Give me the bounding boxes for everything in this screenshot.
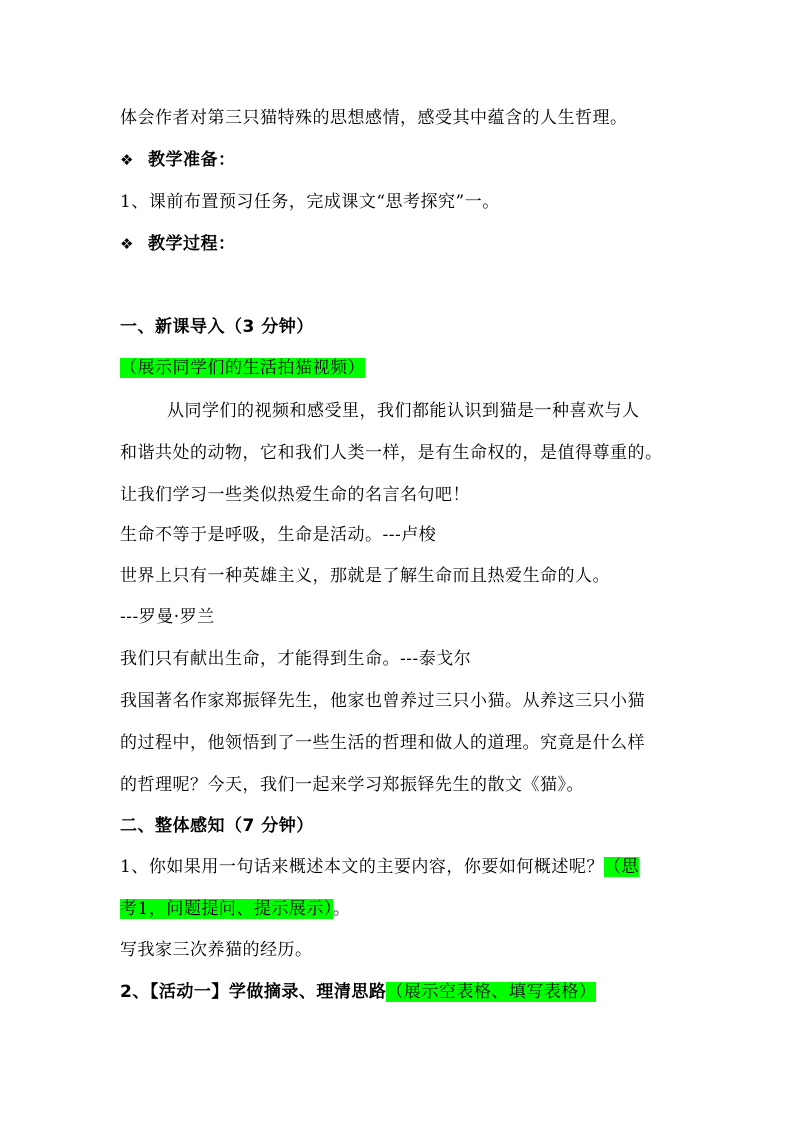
objective-text: 体会作者对第三只猫特殊的思想感情，感受其中蕴含的人生哲理。	[120, 108, 628, 128]
answer-1-text: 写我家三次养猫的经历。	[120, 940, 313, 960]
prep-heading-line	[120, 148, 680, 172]
item-1-highlight-a: （思	[603, 857, 639, 877]
section-2-heading	[120, 814, 680, 838]
paragraph-2-line-1	[120, 689, 680, 713]
paragraph-1-text-c: 让我们学习一些类似热爱生命的名言名句吧！	[120, 485, 470, 505]
paragraph-2-text-a: 我国著名作家郑振铎先生，他家也曾养过三只小猫。从养这三只小猫	[120, 691, 645, 711]
quote-2-text-b: ---罗曼·罗兰	[120, 607, 215, 627]
prep-item-line	[120, 190, 680, 214]
prep-heading: 教学准备：	[148, 150, 236, 170]
paragraph-1-line-2	[120, 441, 680, 465]
section-1-highlight-note: （展示同学们的生活拍猫视频）	[120, 358, 365, 378]
diamond-bullet-icon: ❖	[120, 235, 134, 253]
prep-item-text: 1、课前布置预习任务，完成课文“思考探究”一。	[120, 192, 500, 212]
paragraph-2-line-2	[120, 731, 680, 755]
quote-2-line-1	[120, 564, 680, 588]
quote-2-text-a: 世界上只有一种英雄主义，那就是了解生命而且热爱生命的人。	[120, 566, 610, 586]
objective-line	[120, 106, 680, 130]
item-1-text: 1、你如果用一句话来概述本文的主要内容，你要如何概述呢？	[120, 857, 604, 877]
quote-3	[120, 647, 680, 671]
answer-1-line	[120, 938, 680, 962]
section-1-heading-text: 一、新课导入（3 分钟）	[120, 317, 314, 337]
paragraph-1-line-3	[120, 483, 680, 507]
quote-1-text: 生命不等于是呼吸，生命是活动。---卢梭	[120, 525, 437, 545]
paragraph-2-text-b: 的过程中，他领悟到了一些生活的哲理和做人的道理。究竟是什么样	[120, 733, 645, 753]
item-1-end: 。	[332, 899, 351, 919]
section-2-heading-text: 二、整体感知（7 分钟）	[120, 816, 314, 836]
process-heading: 教学过程：	[148, 234, 236, 254]
quote-1	[120, 523, 680, 547]
section-1-heading	[120, 315, 680, 339]
paragraph-1-line-1	[167, 399, 727, 423]
section-1-note-line	[120, 356, 680, 380]
paragraph-2-text-c: 的哲理呢？今天，我们一起来学习郑振铎先生的散文《猫》。	[120, 775, 584, 795]
item-2-line	[120, 980, 680, 1004]
item-1-line-2	[120, 897, 680, 921]
item-2-text: 2、【活动一】学做摘录、理清思路	[120, 982, 387, 1002]
quote-3-text: 我们只有献出生命，才能得到生命。---泰戈尔	[120, 649, 472, 669]
paragraph-2-line-3	[120, 773, 680, 797]
paragraph-1-text-a: 从同学们的视频和感受里，我们都能认识到猫是一种喜欢与人	[167, 401, 640, 421]
quote-2-line-2	[120, 605, 680, 629]
item-1-line-1	[120, 855, 680, 879]
item-1-highlight-b: 考1，问题提问、提示展示）	[120, 899, 333, 919]
diamond-bullet-icon: ❖	[120, 151, 134, 169]
item-2-highlight: （展示空表格、填写表格）	[386, 982, 597, 1002]
paragraph-1-text-b: 和谐共处的动物，它和我们人类一样，是有生命权的，是值得尊重的。	[120, 443, 663, 463]
process-heading-line	[120, 232, 680, 256]
